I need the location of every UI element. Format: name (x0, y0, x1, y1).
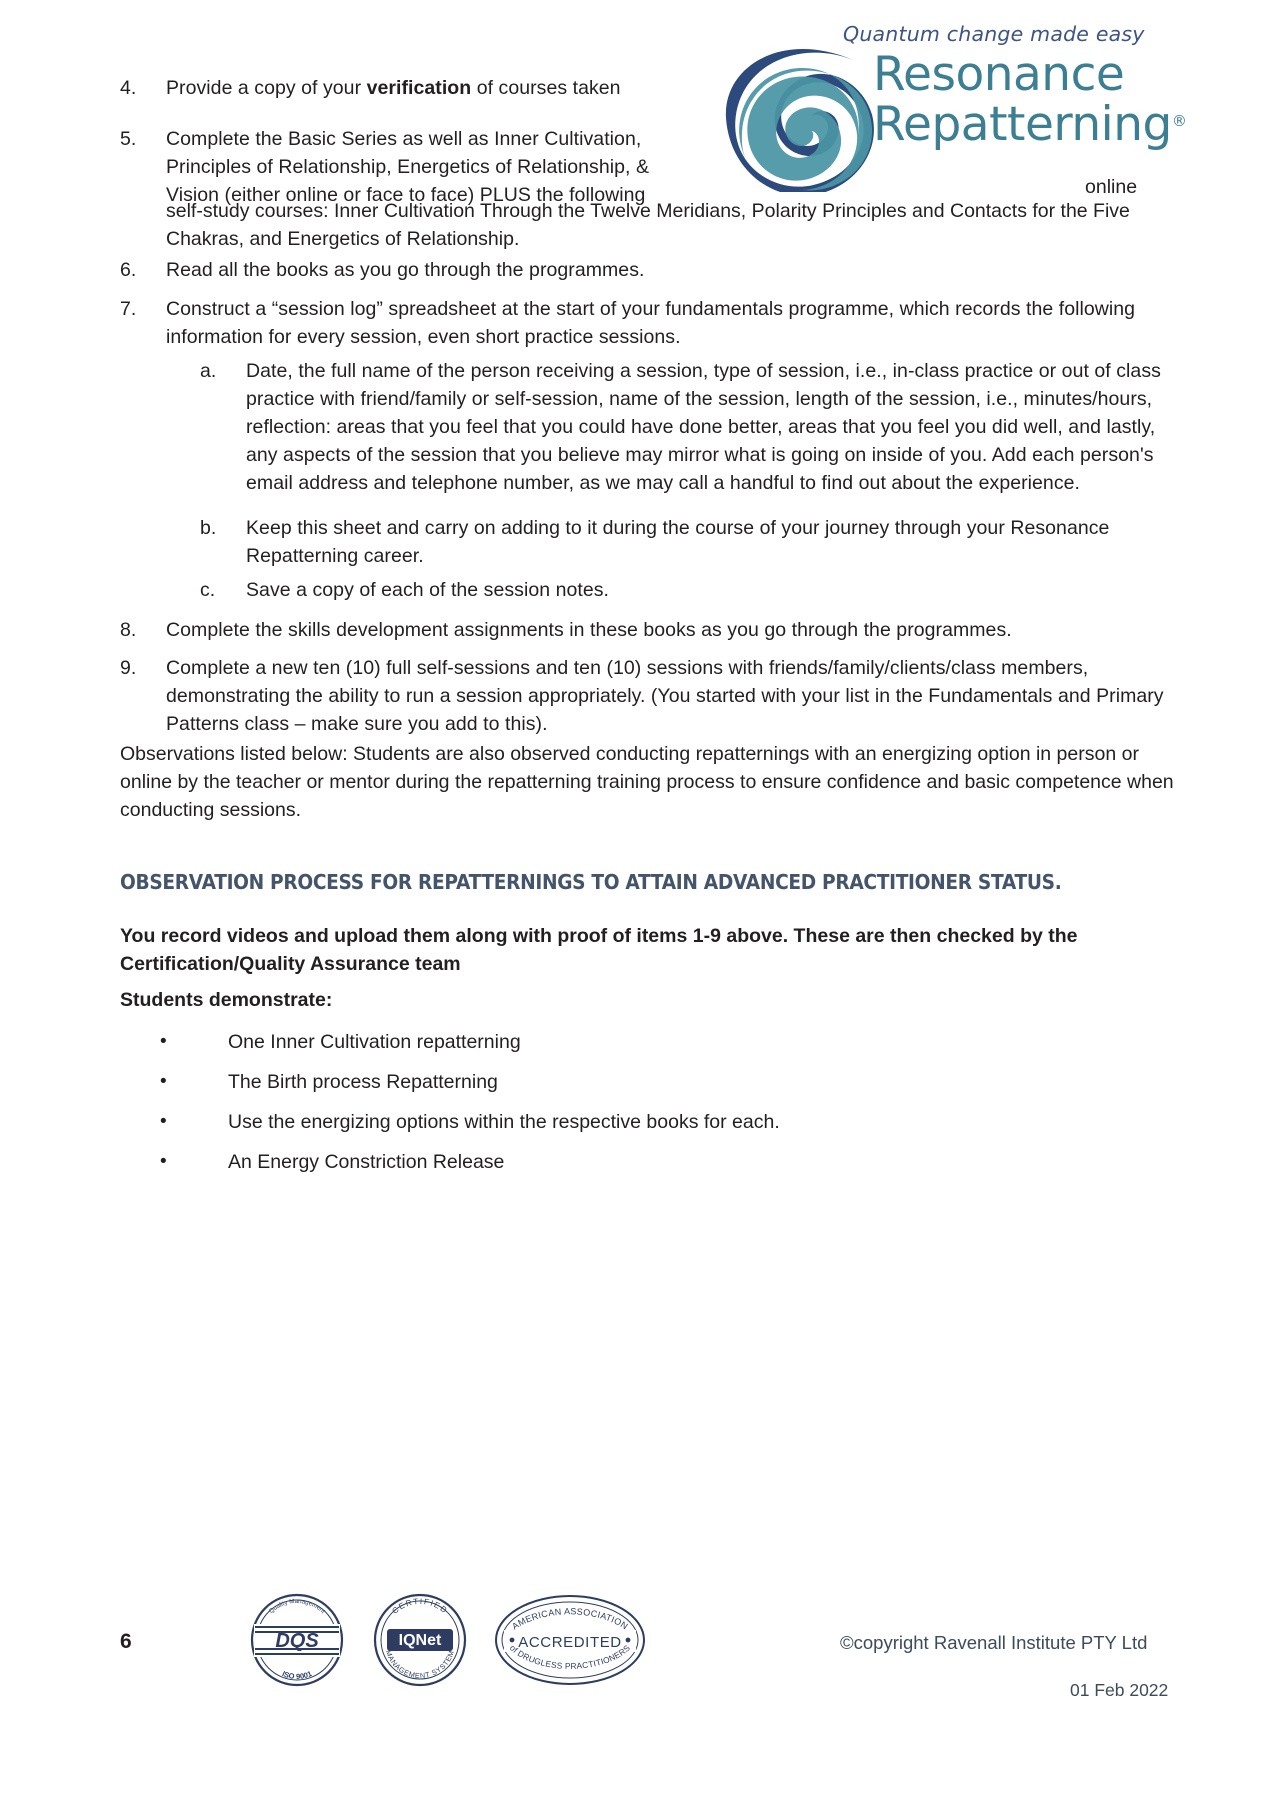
accreditation-badges (240, 1588, 660, 1693)
registered-trademark-icon: ® (1171, 112, 1187, 130)
iqnet-badge-center-text: IQNet (398, 1632, 442, 1649)
bullet-text: One Inner Cultivation repatterning (228, 1031, 521, 1053)
list-marker: 6. (120, 259, 137, 281)
list-item (120, 295, 1190, 351)
bullet-text: An Energy Constriction Release (228, 1151, 505, 1173)
list-item-text: Read all the books as you go through the programmes. (166, 259, 645, 281)
logo-wordmark-line2 (873, 97, 1187, 152)
list-item (120, 74, 680, 102)
list-item (120, 256, 1190, 284)
list-marker: 7. (120, 298, 137, 320)
aadp-badge-bottom-text: of DRUGLESS PRACTITIONERS (507, 1642, 633, 1671)
iqnet-certified-badge (365, 1588, 475, 1693)
dqs-badge-top-text: Quality Management (267, 1597, 327, 1616)
bullet-text: The Birth process Repatterning (228, 1071, 498, 1093)
list-marker: 4. (120, 77, 137, 99)
list-item-text: Complete the skills development assignments in these books as you go through the programmes. (166, 619, 1012, 641)
list-marker: 5. (120, 128, 137, 150)
dqs-iso-9001-badge (240, 1588, 355, 1693)
list-item-text-short: Complete the Basic Series as well as Inner Cultivation, Principles of Relationship, Energetics of Relationship, & Vision (either online or face to face) PLUS the following (166, 128, 650, 206)
list-item (160, 1148, 1190, 1176)
students-demonstrate-label: Students demonstrate: (120, 989, 333, 1011)
item4-part1: Provide a copy of your (166, 77, 367, 99)
list-marker: 8. (120, 619, 137, 641)
list-item-text: Construct a “session log” spreadsheet at the start of your fundamentals programme, which records the following information for every session, even short practice sessions. (166, 298, 1136, 348)
section-heading: OBSERVATION PROCESS FOR REPATTERNINGS TO ATTAIN ADVANCED PRACTITIONER STATUS. (120, 870, 1062, 894)
list-item (120, 616, 1190, 644)
list-item-text: Date, the full name of the person receiving a session, type of session, i.e., in-class practice or out of class practice with friend/family or self-session, name of the session, length of the session, i.e., minutes/hours, reflection: areas that you feel that you could have done better, areas that you feel you did well, and lastly, any aspects of the session that you believe may mirror what is going on inside of you. Add each person's email address and telephone number, as we may call a handful to find out about the experience. (246, 360, 1161, 494)
list-item-text: Keep this sheet and carry on adding to it during the course of your journey through your Resonance Repatterning career. (246, 517, 1110, 567)
bullet-dot-icon: • (160, 1031, 167, 1052)
list-marker: a. (200, 360, 217, 382)
resonance-repatterning-logo (725, 22, 1235, 187)
item4-bold-verification: verification (366, 77, 472, 99)
aadp-badge-top-text: AMERICAN ASSOCIATION (510, 1606, 630, 1632)
bold-intro-paragraph: You record videos and upload them along with proof of items 1-9 above. These are then checked by the Certification/Quality Assurance team (120, 925, 1078, 975)
item5-continuation: self-study courses: Inner Cultivation Through the Twelve Meridians, Polarity Principles and Contacts for the Five Chakras, and Energetics of Relationship. (166, 200, 1130, 250)
list-item (160, 1108, 1190, 1136)
wrapped-word-online: online (1085, 176, 1138, 198)
list-marker: c. (200, 579, 216, 601)
page-number: 6 (120, 1630, 132, 1653)
footer-date: 01 Feb 2022 (1070, 1680, 1169, 1700)
bullet-dot-icon: • (160, 1071, 167, 1092)
observations-paragraph: Observations listed below: Students are also observed conducting repatternings with an energizing option in person or online by the teacher or mentor during the repatterning training process to ensure confidence and basic competence when conducting sessions. (120, 743, 1174, 821)
aadp-accredited-badge (490, 1588, 650, 1693)
item4-part3: of courses taken (471, 77, 621, 99)
bullet-dot-icon: • (160, 1111, 167, 1132)
list-item (200, 576, 1190, 604)
bullet-text: Use the energizing options within the respective books for each. (228, 1111, 780, 1133)
list-item (160, 1068, 1190, 1096)
spiral-logo-icon (725, 44, 885, 192)
list-item-text: Save a copy of each of the session notes. (246, 579, 610, 601)
list-marker: b. (200, 517, 217, 539)
copyright-notice: ©copyright Ravenall Institute PTY Ltd (840, 1632, 1148, 1653)
aadp-left-dot-icon (510, 1638, 515, 1643)
dqs-badge-bottom-text: ISO 9001 (280, 1669, 314, 1682)
iqnet-badge-bottom-text: MANAGEMENT SYSTEM (383, 1648, 457, 1681)
iqnet-badge-top-text: CERTIFIED (390, 1596, 450, 1616)
list-item (120, 654, 1190, 738)
list-item-text (166, 74, 680, 102)
bullet-dot-icon: • (160, 1151, 167, 1172)
dqs-badge-center-text: DQS (275, 1630, 319, 1652)
list-item-text: Complete a new ten (10) full self-sessions and ten (10) sessions with friends/family/clients/class members, demonstrating the ability to run a session appropriately. (You started with your list in the Fundamentals and Primary Patterns class – make sure you add to this). (166, 657, 1164, 735)
list-item (160, 1028, 1190, 1056)
logo-tagline: Quantum change made easy (843, 22, 1145, 46)
list-marker: 9. (120, 657, 137, 679)
aadp-right-dot-icon (626, 1638, 631, 1643)
list-item (200, 514, 1190, 570)
list-item (200, 357, 1190, 497)
logo-wordmark-line2-text: Repatterning (873, 97, 1172, 152)
aadp-badge-center-text: ACCREDITED (518, 1634, 622, 1651)
logo-wordmark-line1: Resonance (873, 47, 1125, 102)
